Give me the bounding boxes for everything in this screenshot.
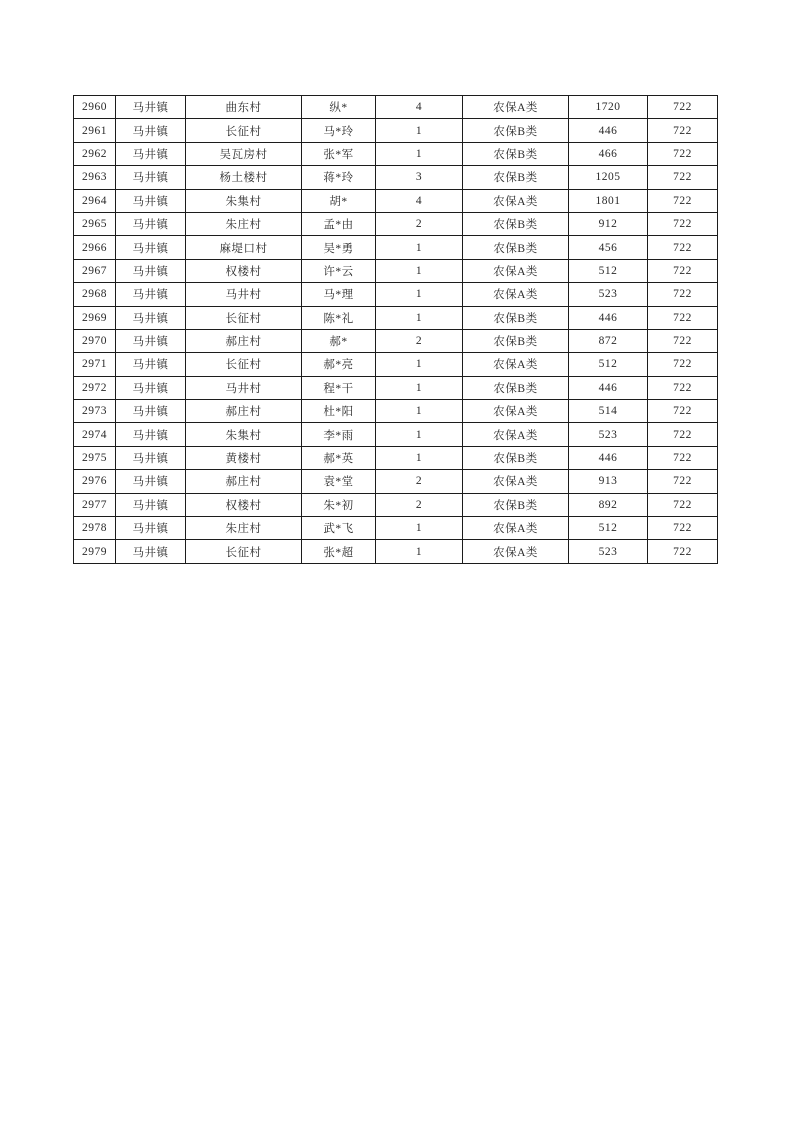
cell-name: 胡* <box>302 189 376 212</box>
cell-count: 1 <box>376 423 463 446</box>
cell-count: 1 <box>376 119 463 142</box>
cell-type: 农保B类 <box>463 376 569 399</box>
table-row <box>74 119 718 142</box>
cell-code: 722 <box>648 166 718 189</box>
table-row <box>74 470 718 493</box>
cell-town: 马井镇 <box>116 376 186 399</box>
cell-count: 1 <box>376 142 463 165</box>
cell-name: 纵* <box>302 96 376 119</box>
cell-count: 1 <box>376 259 463 282</box>
cell-serial: 2977 <box>74 493 116 516</box>
cell-type: 农保B类 <box>463 142 569 165</box>
cell-serial: 2960 <box>74 96 116 119</box>
cell-serial: 2964 <box>74 189 116 212</box>
cell-town: 马井镇 <box>116 400 186 423</box>
cell-town: 马井镇 <box>116 212 186 235</box>
cell-village: 长征村 <box>186 119 302 142</box>
cell-name: 蒋*玲 <box>302 166 376 189</box>
cell-village: 麻堤口村 <box>186 236 302 259</box>
cell-name: 孟*由 <box>302 212 376 235</box>
cell-code: 722 <box>648 142 718 165</box>
table-row <box>74 142 718 165</box>
cell-serial: 2976 <box>74 470 116 493</box>
cell-amount: 1801 <box>569 189 648 212</box>
cell-village: 朱集村 <box>186 423 302 446</box>
cell-count: 1 <box>376 376 463 399</box>
cell-count: 2 <box>376 212 463 235</box>
cell-serial: 2979 <box>74 540 116 563</box>
cell-town: 马井镇 <box>116 189 186 212</box>
table-row <box>74 446 718 469</box>
cell-count: 4 <box>376 96 463 119</box>
table-row <box>74 540 718 563</box>
cell-village: 杨土楼村 <box>186 166 302 189</box>
cell-serial: 2966 <box>74 236 116 259</box>
cell-serial: 2978 <box>74 517 116 540</box>
cell-town: 马井镇 <box>116 306 186 329</box>
cell-amount: 446 <box>569 446 648 469</box>
cell-village: 郝庄村 <box>186 470 302 493</box>
table-row <box>74 517 718 540</box>
cell-village: 朱庄村 <box>186 517 302 540</box>
cell-amount: 1720 <box>569 96 648 119</box>
cell-type: 农保A类 <box>463 283 569 306</box>
cell-amount: 1205 <box>569 166 648 189</box>
cell-type: 农保A类 <box>463 470 569 493</box>
table-row <box>74 96 718 119</box>
cell-count: 1 <box>376 236 463 259</box>
cell-type: 农保A类 <box>463 400 569 423</box>
table-row <box>74 189 718 212</box>
cell-name: 程*干 <box>302 376 376 399</box>
cell-type: 农保B类 <box>463 119 569 142</box>
cell-amount: 912 <box>569 212 648 235</box>
cell-code: 722 <box>648 236 718 259</box>
cell-name: 许*云 <box>302 259 376 282</box>
cell-town: 马井镇 <box>116 423 186 446</box>
cell-amount: 523 <box>569 540 648 563</box>
cell-type: 农保A类 <box>463 423 569 446</box>
cell-count: 1 <box>376 517 463 540</box>
cell-name: 袁*堂 <box>302 470 376 493</box>
cell-amount: 892 <box>569 493 648 516</box>
cell-amount: 523 <box>569 423 648 446</box>
cell-type: 农保B类 <box>463 236 569 259</box>
cell-code: 722 <box>648 96 718 119</box>
cell-type: 农保B类 <box>463 306 569 329</box>
cell-name: 吴*勇 <box>302 236 376 259</box>
cell-name: 马*玲 <box>302 119 376 142</box>
cell-amount: 913 <box>569 470 648 493</box>
cell-type: 农保B类 <box>463 329 569 352</box>
cell-count: 1 <box>376 400 463 423</box>
cell-amount: 512 <box>569 259 648 282</box>
cell-amount: 446 <box>569 119 648 142</box>
cell-town: 马井镇 <box>116 446 186 469</box>
cell-serial: 2961 <box>74 119 116 142</box>
cell-name: 郝*英 <box>302 446 376 469</box>
cell-town: 马井镇 <box>116 259 186 282</box>
cell-amount: 456 <box>569 236 648 259</box>
cell-name: 张*军 <box>302 142 376 165</box>
table-row <box>74 493 718 516</box>
cell-type: 农保A类 <box>463 259 569 282</box>
cell-type: 农保B类 <box>463 166 569 189</box>
cell-amount: 872 <box>569 329 648 352</box>
table-row <box>74 423 718 446</box>
cell-code: 722 <box>648 446 718 469</box>
cell-code: 722 <box>648 329 718 352</box>
cell-type: 农保B类 <box>463 212 569 235</box>
cell-count: 2 <box>376 493 463 516</box>
table-row <box>74 329 718 352</box>
cell-town: 马井镇 <box>116 96 186 119</box>
cell-serial: 2962 <box>74 142 116 165</box>
cell-village: 朱庄村 <box>186 212 302 235</box>
cell-name: 马*理 <box>302 283 376 306</box>
cell-name: 武*飞 <box>302 517 376 540</box>
cell-type: 农保B类 <box>463 493 569 516</box>
cell-count: 1 <box>376 283 463 306</box>
cell-type: 农保B类 <box>463 446 569 469</box>
cell-town: 马井镇 <box>116 540 186 563</box>
cell-serial: 2969 <box>74 306 116 329</box>
cell-code: 722 <box>648 212 718 235</box>
cell-serial: 2967 <box>74 259 116 282</box>
cell-name: 陈*礼 <box>302 306 376 329</box>
cell-name: 朱*初 <box>302 493 376 516</box>
cell-village: 郝庄村 <box>186 400 302 423</box>
cell-serial: 2972 <box>74 376 116 399</box>
cell-town: 马井镇 <box>116 329 186 352</box>
cell-town: 马井镇 <box>116 493 186 516</box>
table-row <box>74 306 718 329</box>
cell-village: 郝庄村 <box>186 329 302 352</box>
cell-town: 马井镇 <box>116 517 186 540</box>
beneficiary-table <box>73 95 718 564</box>
cell-name: 杜*阳 <box>302 400 376 423</box>
cell-code: 722 <box>648 517 718 540</box>
cell-name: 郝* <box>302 329 376 352</box>
cell-serial: 2973 <box>74 400 116 423</box>
cell-code: 722 <box>648 189 718 212</box>
cell-village: 马井村 <box>186 283 302 306</box>
cell-count: 1 <box>376 540 463 563</box>
cell-amount: 512 <box>569 353 648 376</box>
cell-amount: 514 <box>569 400 648 423</box>
cell-count: 2 <box>376 329 463 352</box>
cell-village: 长征村 <box>186 353 302 376</box>
cell-amount: 446 <box>569 376 648 399</box>
cell-village: 长征村 <box>186 540 302 563</box>
cell-village: 权楼村 <box>186 259 302 282</box>
cell-village: 马井村 <box>186 376 302 399</box>
cell-village: 权楼村 <box>186 493 302 516</box>
cell-serial: 2974 <box>74 423 116 446</box>
table-row <box>74 376 718 399</box>
table-row <box>74 353 718 376</box>
cell-town: 马井镇 <box>116 470 186 493</box>
cell-village: 曲东村 <box>186 96 302 119</box>
cell-village: 吴瓦房村 <box>186 142 302 165</box>
cell-code: 722 <box>648 119 718 142</box>
cell-name: 张*超 <box>302 540 376 563</box>
cell-town: 马井镇 <box>116 236 186 259</box>
cell-amount: 466 <box>569 142 648 165</box>
cell-serial: 2970 <box>74 329 116 352</box>
cell-village: 黄楼村 <box>186 446 302 469</box>
cell-amount: 512 <box>569 517 648 540</box>
cell-serial: 2975 <box>74 446 116 469</box>
cell-code: 722 <box>648 376 718 399</box>
table-row <box>74 212 718 235</box>
cell-count: 2 <box>376 470 463 493</box>
cell-code: 722 <box>648 493 718 516</box>
cell-code: 722 <box>648 540 718 563</box>
table-row <box>74 236 718 259</box>
cell-count: 3 <box>376 166 463 189</box>
cell-count: 1 <box>376 353 463 376</box>
cell-village: 长征村 <box>186 306 302 329</box>
cell-code: 722 <box>648 306 718 329</box>
cell-code: 722 <box>648 470 718 493</box>
cell-amount: 523 <box>569 283 648 306</box>
table-row <box>74 259 718 282</box>
cell-village: 朱集村 <box>186 189 302 212</box>
cell-town: 马井镇 <box>116 166 186 189</box>
cell-type: 农保A类 <box>463 189 569 212</box>
cell-serial: 2971 <box>74 353 116 376</box>
table-row <box>74 166 718 189</box>
cell-type: 农保A类 <box>463 517 569 540</box>
cell-count: 1 <box>376 446 463 469</box>
cell-code: 722 <box>648 400 718 423</box>
cell-town: 马井镇 <box>116 283 186 306</box>
table-body <box>74 96 718 564</box>
cell-serial: 2963 <box>74 166 116 189</box>
cell-code: 722 <box>648 353 718 376</box>
cell-town: 马井镇 <box>116 119 186 142</box>
cell-type: 农保A类 <box>463 353 569 376</box>
cell-code: 722 <box>648 423 718 446</box>
table-row <box>74 283 718 306</box>
cell-type: 农保A类 <box>463 540 569 563</box>
cell-serial: 2968 <box>74 283 116 306</box>
cell-code: 722 <box>648 259 718 282</box>
cell-count: 1 <box>376 306 463 329</box>
table-row <box>74 400 718 423</box>
cell-town: 马井镇 <box>116 353 186 376</box>
cell-town: 马井镇 <box>116 142 186 165</box>
cell-serial: 2965 <box>74 212 116 235</box>
cell-type: 农保A类 <box>463 96 569 119</box>
cell-name: 郝*亮 <box>302 353 376 376</box>
cell-code: 722 <box>648 283 718 306</box>
cell-amount: 446 <box>569 306 648 329</box>
cell-count: 4 <box>376 189 463 212</box>
cell-name: 李*雨 <box>302 423 376 446</box>
